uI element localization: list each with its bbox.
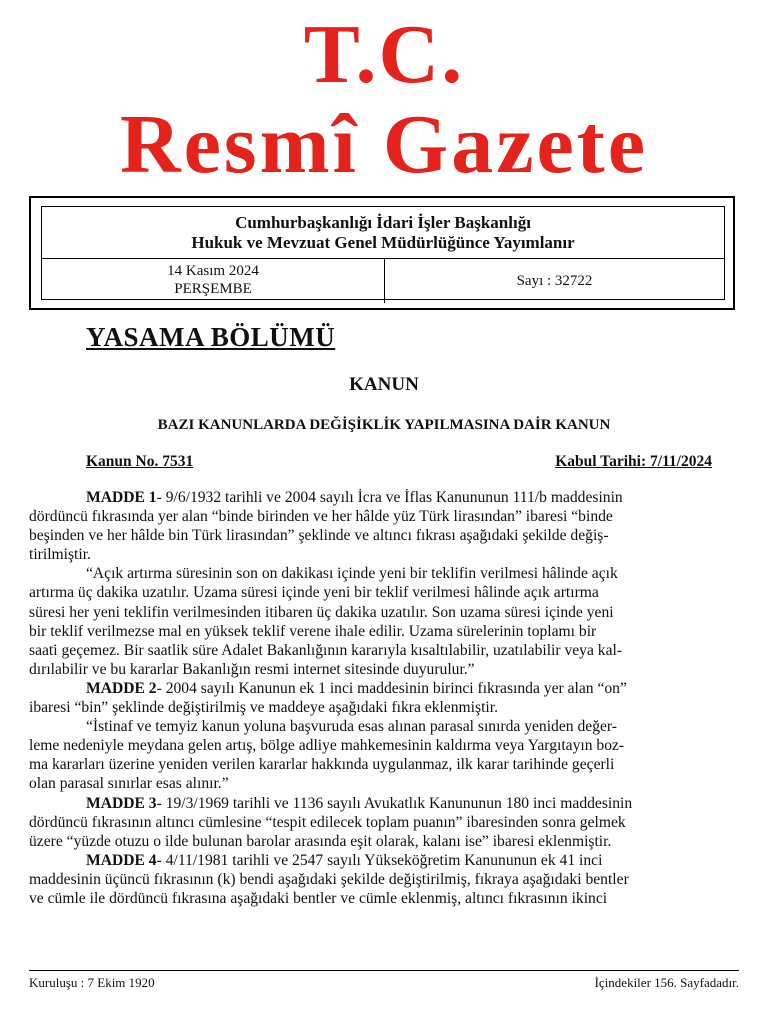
article-start-line <box>29 488 739 507</box>
info-box-inner <box>41 206 725 300</box>
body-line <box>29 870 739 889</box>
footer <box>29 975 739 991</box>
line-text: olan parasal sınırlar esas alınır.” <box>29 775 229 793</box>
body-line <box>29 583 739 602</box>
body-line <box>29 832 739 851</box>
footer-founded: Kuruluşu : 7 Ekim 1920 <box>29 975 155 990</box>
line-text: maddesinin üçüncü fıkrasının (k) bendi aşağıdaki şekilde değiştirilmiş, fıkraya aşağıdaki bentler <box>29 870 629 888</box>
line-text: leme nedeniyle meydana gelen artış, bölge adliye mahkemesinin kaldırma veya Yargıtayın boz- <box>29 737 625 755</box>
line-text: ibaresi “bin” şeklinde değiştirilmiş ve maddeye aşağıdaki fıkra eklenmiştir. <box>29 699 498 717</box>
line-text: artırma üç dakika uzatılır. Uzama süresi içinde yeni bir teklif verilmesi hâlinde açık artırma <box>29 584 599 602</box>
footer-contents-note: İçindekiler 156. Sayfadadır. <box>594 975 739 990</box>
article-label: MADDE 4 <box>86 851 157 869</box>
line-text: ve cümle ile dördüncü fıkrasına aşağıdaki bentler ve cümle eklenmiş, altıncı fıkrasının ikinci <box>29 889 608 907</box>
publisher <box>42 207 724 259</box>
line-text: bir teklif verilmezse mal en yüksek teklif verene ihale edilir. Uzama sürelerinin toplamı bir <box>29 622 597 640</box>
line-text: - 4/11/1981 tarihli ve 2547 sayılı Yükseköğretim Kanununun ek 41 inci <box>156 851 603 869</box>
line-text: dırılabilir ve bu kararlar Bakanlığın resmi internet sitesinde duyurulur.” <box>29 660 475 678</box>
body-line <box>29 698 739 717</box>
article-start-line <box>29 851 739 870</box>
issue-date-cell <box>42 259 385 303</box>
body-line <box>29 813 739 832</box>
issue-date: 14 Kasım 2024 <box>167 263 259 279</box>
body-line <box>29 889 739 908</box>
law-number: Kanun No. 7531 <box>86 453 194 470</box>
line-text: dördüncü fıkrasında yer alan “binde birinden ve her hâlde yüz Türk lirasından” ibaresi “binde <box>29 508 613 526</box>
section-title: YASAMA BÖLÜMÜ <box>86 322 336 352</box>
info-box <box>29 196 735 310</box>
publisher-line-2: Hukuk ve Mevzuat Genel Müdürlüğünce Yayımlanır <box>191 233 575 252</box>
line-text: üzere “yüzde otuzu o ilde bulunan barolar arasında eşit olarak, kalanı ise” ibaresi eklenmiştir. <box>29 832 612 850</box>
body-line <box>29 545 739 564</box>
line-text: “İstinaf ve temyiz kanun yoluna başvuruda esas alınan parasal sınırda yeniden değer- <box>86 718 617 736</box>
line-text: dördüncü fıkrasının altıncı cümlesine “tespit edilecek toplam puanın” ibaresinden sonra gelmek <box>29 813 626 831</box>
article-label: MADDE 1 <box>86 489 157 506</box>
law-type: KANUN <box>349 374 419 395</box>
line-text: “Açık artırma süresinin son on dakikası içinde yeni bir teklifin verilmesi hâlinde açık <box>86 565 618 583</box>
body-line <box>29 660 739 679</box>
law-meta <box>86 453 712 471</box>
footer-divider <box>29 970 739 971</box>
law-name: BAZI KANUNLARDA DEĞİŞİKLİK YAPILMASINA DAİR KANUN <box>157 417 611 433</box>
body-line <box>29 641 739 660</box>
article-start-line <box>29 794 739 813</box>
publisher-line-1: Cumhurbaşkanlığı İdari İşler Başkanlığı <box>235 213 531 232</box>
issue-number: Sayı : 32722 <box>516 273 593 289</box>
article-start-line <box>29 679 739 698</box>
body-line <box>29 622 739 641</box>
body-line <box>29 755 739 774</box>
body-line <box>29 603 739 622</box>
line-text: tirilmiştir. <box>29 546 91 564</box>
line-text: beşinden ve her hâlde bin Türk lirasından” şeklinde ve altıncı fıkrası aşağıdaki şekilde değiş- <box>29 527 609 545</box>
acceptance-date: Kabul Tarihi: 7/11/2024 <box>555 453 712 470</box>
article-label: MADDE 2 <box>86 679 157 697</box>
line-text: süresi her yeni teklifin verilmesinden itibaren üç dakika uzatılır. Son uzama süresi içinde yeni <box>29 603 614 621</box>
line-text: - 19/3/1969 tarihli ve 1136 sayılı Avukatlık Kanununun 180 inci maddesinin <box>156 794 633 812</box>
body-line <box>29 564 739 583</box>
line-text: saati geçemez. Bir saatlik süre Adalet Bakanlığının kararıyla kısaltılabilir, uzatılabilir veya kal- <box>29 641 623 659</box>
body-line <box>29 717 739 736</box>
line-text: ma kararları üzerine yeniden verilen kararlar hakkında uygulanmaz, ilk karar tarihinde geçerli <box>29 756 615 774</box>
masthead-title: Resmî Gazete <box>119 98 649 191</box>
body-line <box>29 526 739 545</box>
line-text: - 9/6/1932 tarihli ve 2004 sayılı İcra ve İflas Kanununun 111/b maddesinin <box>156 489 623 506</box>
body-line <box>29 774 739 793</box>
body-line <box>29 507 739 526</box>
masthead-tc: T.C. <box>303 8 465 101</box>
issue-weekday: PERŞEMBE <box>174 281 252 297</box>
issue-row <box>42 259 724 303</box>
law-body <box>29 488 739 908</box>
body-line <box>29 736 739 755</box>
article-label: MADDE 3 <box>86 794 157 812</box>
line-text: - 2004 sayılı Kanunun ek 1 inci maddesinin birinci fıkrasında yer alan “on” <box>156 679 627 697</box>
